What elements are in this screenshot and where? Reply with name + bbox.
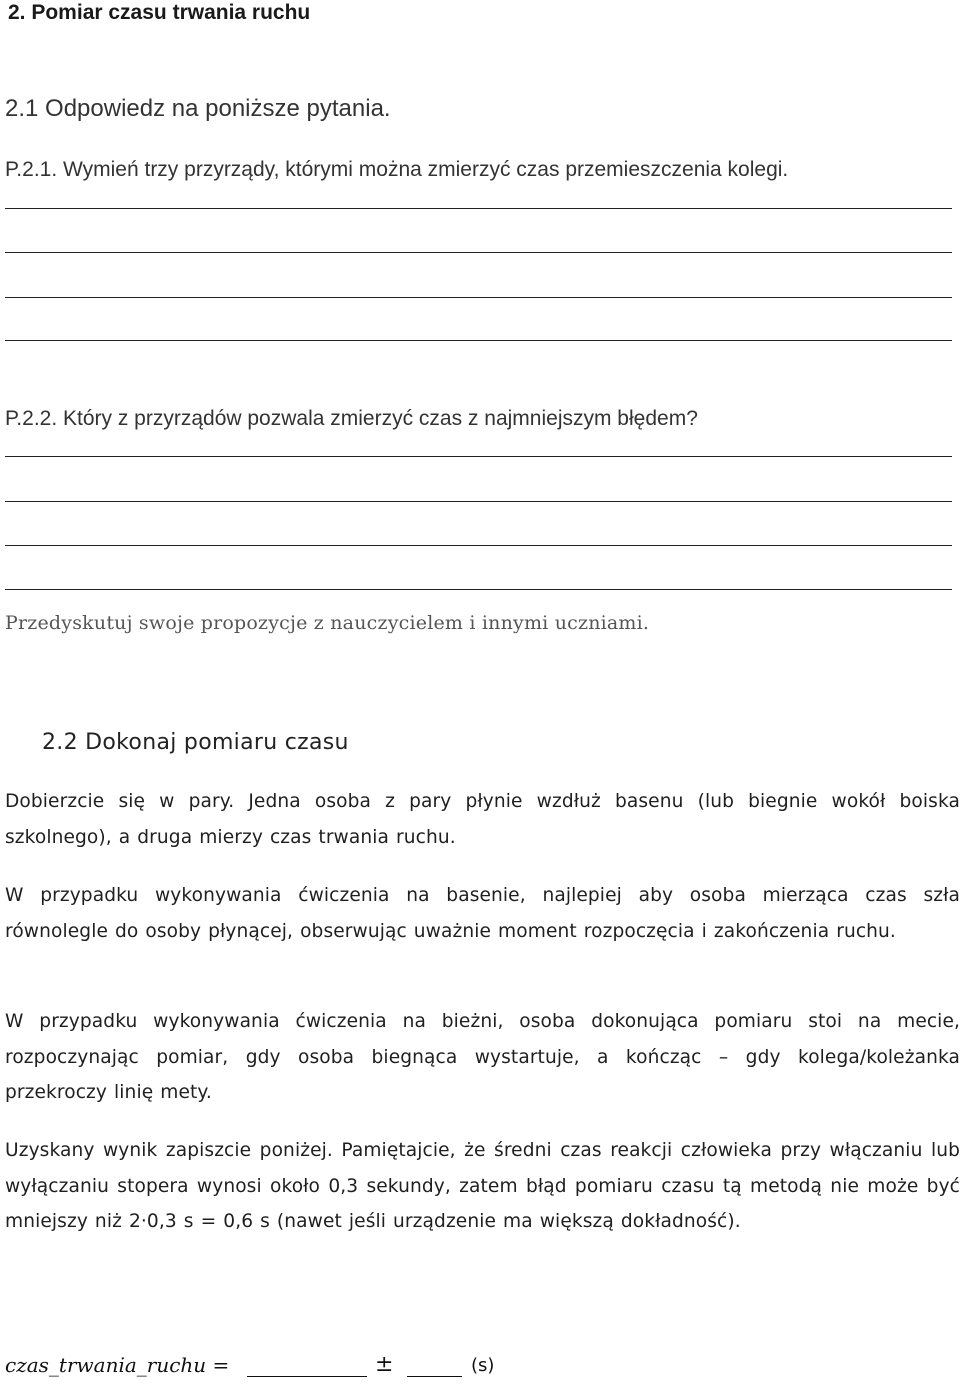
answer-line[interactable] [5, 545, 952, 546]
question-2-2: P.2.2. Który z przyrządów pozwala zmierzyć czas z najmniejszym błędem? [5, 407, 698, 430]
part1-heading: 2.1 Odpowiedz na poniższe pytania. [5, 95, 391, 122]
paragraph-track: W przypadku wykonywania ćwiczenia na bieżni, osoba dokonująca pomiaru stoi na mecie, rozpoczynając pomiar, gdy osoba biegnąca wystartuje, a kończąc – gdy kolega/koleżanka przekroczy linię mety. [5, 1011, 960, 1103]
time-value-blank[interactable] [247, 1376, 367, 1377]
answer-line[interactable] [5, 456, 952, 457]
question-2-1: P.2.1. Wymień trzy przyrządy, którymi można zmierzyć czas przemieszczenia kolegi. [5, 158, 789, 181]
paragraph-pool: W przypadku wykonywania ćwiczenia na basenie, najlepiej aby osoba mierząca czas szła równolegle do osoby płynącej, obserwując uważnie moment rozpoczęcia i zakończenia ruchu. [5, 885, 960, 942]
discussion-note: Przedyskutuj swoje propozycje z nauczycielem i innymi uczniami. [5, 612, 650, 634]
paragraph-pairs: Dobierzcie się w pary. Jedna osoba z pary płynie wzdłuż basenu (lub biegnie wokół boiska szkolnego), a druga mierzy czas trwania ruchu. [5, 791, 960, 848]
answer-line[interactable] [5, 252, 952, 253]
result-formula [5, 1350, 525, 1384]
formula-label: czas_trwania_ruchu = [5, 1353, 230, 1377]
answer-line[interactable] [5, 297, 952, 298]
section-heading: 2. Pomiar czasu trwania ruchu [8, 1, 311, 24]
uncertainty-blank[interactable] [407, 1376, 462, 1377]
answer-line[interactable] [5, 208, 952, 209]
answer-line[interactable] [5, 589, 952, 590]
paragraph-result: Uzyskany wynik zapiszcie poniżej. Pamiętajcie, że średni czas reakcji człowieka przy włączaniu lub wyłączaniu stopera wynosi około 0,3 sekundy, zatem błąd pomiaru czasu tą metodą nie może być mniejszy niż 2·0,3 s = 0,6 s (nawet jeśli urządzenie ma większą dokładność). [5, 1140, 960, 1232]
unit-label: (s) [471, 1355, 495, 1376]
plus-minus-sign: ± [375, 1352, 394, 1377]
answer-line[interactable] [5, 340, 952, 341]
part2-heading: 2.2 Dokonaj pomiaru czasu [42, 730, 349, 755]
answer-line[interactable] [5, 501, 952, 502]
